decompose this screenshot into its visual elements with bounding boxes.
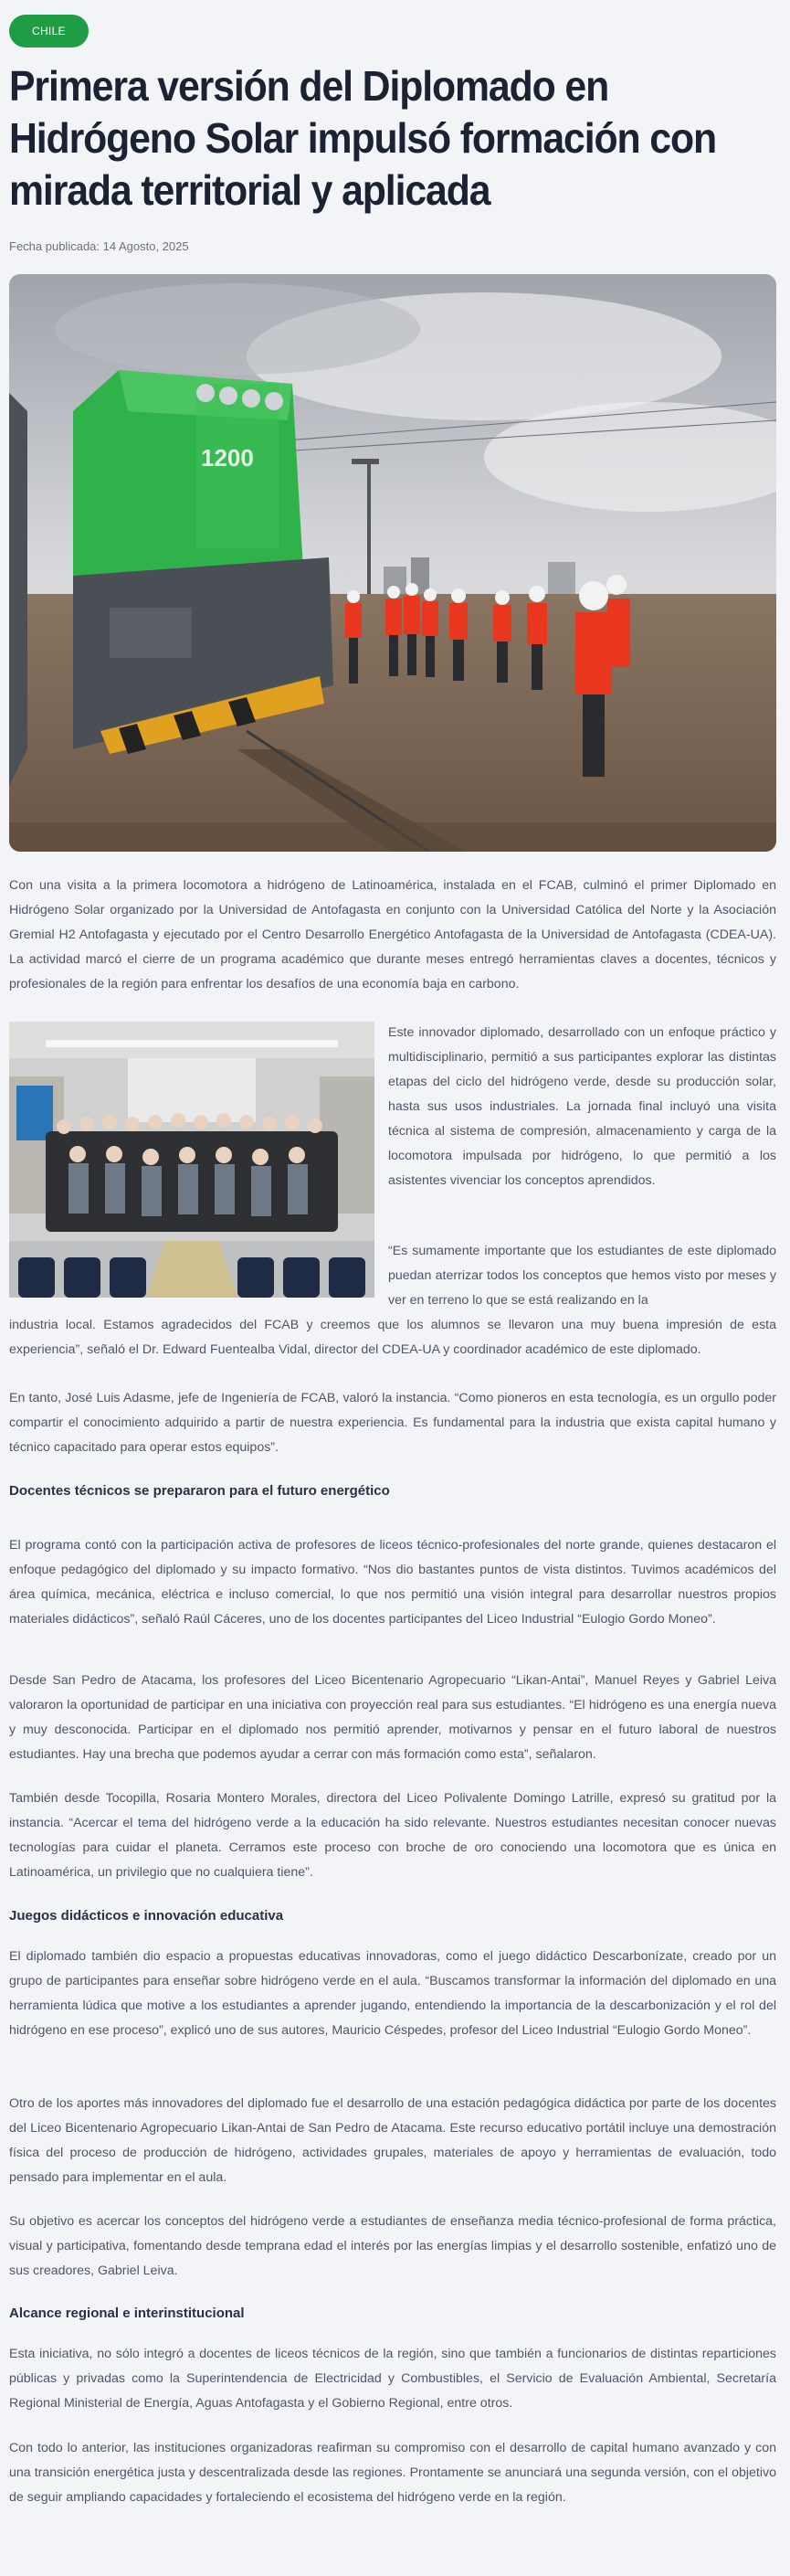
paragraph: Este innovador diplomado, desarrollado con un enfoque práctico y multidisciplinario, permitió a sus participantes explorar las distintas etapas del ciclo del hidrógeno verde, desde su producción solar, hasta sus usos industriales. La jornada final incluyó una visita técnica al sistema de compresión, almacenamiento y carga de la locomotora impulsada por hidrógeno, lo que permitió a los asistentes vivenciar los conceptos aprendidos. xyxy=(388,1025,776,1188)
category-badge[interactable]: CHILE xyxy=(9,15,89,48)
svg-text:1200: 1200 xyxy=(201,444,254,472)
section-heading: Juegos didácticos e innovación educativa xyxy=(9,1908,284,1924)
paragraph: industria local. Estamos agradecidos del FCAB y creemos que los alumnos se llevaron una muy buena impresión de esta experiencia”, señaló el Dr. Edward Fuentealba Vidal, director del CDEA-UA y coordinador académico de este diplomado. xyxy=(9,1318,776,1357)
paragraph: Con todo lo anterior, las instituciones organizadoras reafirman su compromiso con el desarrollo de capital humano avanzado y con una transición energética justa y descentralizada desde las regiones. Prontamente se anunciará una segunda versión, con el objetivo de seguir ampliando capacidades y fortaleciendo el ecosistema del hidrógeno verde en la región. xyxy=(9,2441,776,2505)
section-heading: Alcance regional e interinstitucional xyxy=(9,2306,245,2321)
hydrogen-locomotive-photo xyxy=(9,274,776,852)
article-title: Primera versión del Diplomado en Hidrógeno Solar impulsó formación con mirada territorial y aplicada xyxy=(9,62,716,214)
publish-date: Fecha publicada: 14 Agosto, 2025 xyxy=(9,239,189,253)
group-photo xyxy=(9,1022,374,1298)
paragraph: “Es sumamente importante que los estudiantes de este diplomado puedan aterrizar todos los conceptos que hemos visto por meses y ver en terreno lo que se está realizando en la xyxy=(388,1244,776,1308)
diploma-group-photo xyxy=(9,1022,374,1298)
paragraph: Desde San Pedro de Atacama, los profesores del Liceo Bicentenario Agropecuario “Likan-Antai”, Manuel Reyes y Gabriel Leiva valoraron la oportunidad de participar en una iniciativa con proyección real para sus estudiantes. “El hidrógeno es una energía nueva y muy desconocida. Participar en el diplomado nos permitió aprender, motivarnos y pensar en el futuro laboral de nuestros estudiantes. Hay una brecha que podemos ayudar a cerrar con más formación como esta”, señalaron. xyxy=(9,1673,776,1762)
paragraph: Otro de los aportes más innovadores del diplomado fue el desarrollo de una estación pedagógica didáctica por parte de los docentes del Liceo Bicentenario Agropecuario Likan-Antai de San Pedro de Atacama. Este recurso educativo portátil incluye una demostración física del proceso de producción de hidrógeno, actividades grupales, materiales de apoyo y herramientas de evaluación, todo pensado para implementar en el aula. xyxy=(9,2096,776,2185)
paragraph: Esta iniciativa, no sólo integró a docentes de liceos técnicos de la región, sino que también a funcionarios de distintas reparticiones públicas y privadas como la Superintendencia de Electricidad y Combustibles, el Servicio de Evaluación Ambiental, Secretaría Regional Ministerial de Energía, Aguas Antofagasta y el Gobierno Regional, entre otros. xyxy=(9,2347,776,2411)
section-heading: Docentes técnicos se prepararon para el futuro energético xyxy=(9,1483,390,1499)
hero-image xyxy=(9,274,776,852)
paragraph: El programa contó con la participación activa de profesores de liceos técnico-profesionales del norte grande, quienes destacaron el enfoque pedagógico del diplomado y su impacto formativo. “Nos dio bastantes puntos de vista distintos. Tuvimos académicos del área química, mecánica, eléctrica e incluso comercial, lo que nos permitió una visión integral para desarrollar nuestros propios materiales didácticos”, señaló Raúl Cáceres, uno de los docentes participantes del Liceo Industrial “Eulogio Gordo Moneo”. xyxy=(9,1538,776,1627)
paragraph: Su objetivo es acercar los conceptos del hidrógeno verde a estudiantes de enseñanza media técnico-profesional de forma práctica, visual y participativa, fomentando desde temprana edad el interés por las energías limpias y el desarrollo sostenible, enfatizó uno de sus creadores, Gabriel Leiva. xyxy=(9,2214,776,2278)
paragraph: El diplomado también dio espacio a propuestas educativas innovadoras, como el juego didáctico Descarbonízate, creado por un grupo de participantes para enseñar sobre hidrógeno verde en el aula. “Buscamos transformar la información del diplomado en una herramienta lúdica que motive a los estudiantes a aprender jugando, entendiendo la importancia de la descarbonización y el rol del hidrógeno en ese proceso”, explicó uno de sus autores, Mauricio Céspedes, profesor del Liceo Industrial “Eulogio Gordo Moneo”. xyxy=(9,1949,776,2038)
paragraph: Con una visita a la primera locomotora a hidrógeno de Latinoamérica, instalada en el FCAB, culminó el primer Diplomado en Hidrógeno Solar organizado por la Universidad de Antofagasta en conjunto con la Universidad Católica del Norte y la Asociación Gremial H2 Antofagasta y ejecutado por el Centro Desarrollo Energético Antofagasta de la Universidad de Antofagasta (CDEA-UA). La actividad marcó el cierre de un programa académico que durante meses entregó herramientas claves a docentes, técnicos y profesionales de la región para enfrentar los desafíos de una economía baja en carbono. xyxy=(9,878,776,991)
paragraph: También desde Tocopilla, Rosaria Montero Morales, directora del Liceo Polivalente Domingo Latrille, expresó su gratitud por la instancia. “Acercar el tema del hidrógeno verde a la educación ha sido relevante. Nuestros estudiantes necesitan conocer nuevas tecnologías para cuidar el planeta. Cerramos este proceso con broche de oro conociendo una locomotora que es única en Latinoamérica, un privilegio que no cualquiera tiene”. xyxy=(9,1791,776,1880)
paragraph: En tanto, José Luis Adasme, jefe de Ingeniería de FCAB, valoró la instancia. “Como pioneros en esta tecnología, es un orgullo poder compartir el conocimiento adquirido a partir de nuestra experiencia. Es fundamental para la industria que exista capital humano y técnico capacitado para operar estos equipos”. xyxy=(9,1391,776,1455)
